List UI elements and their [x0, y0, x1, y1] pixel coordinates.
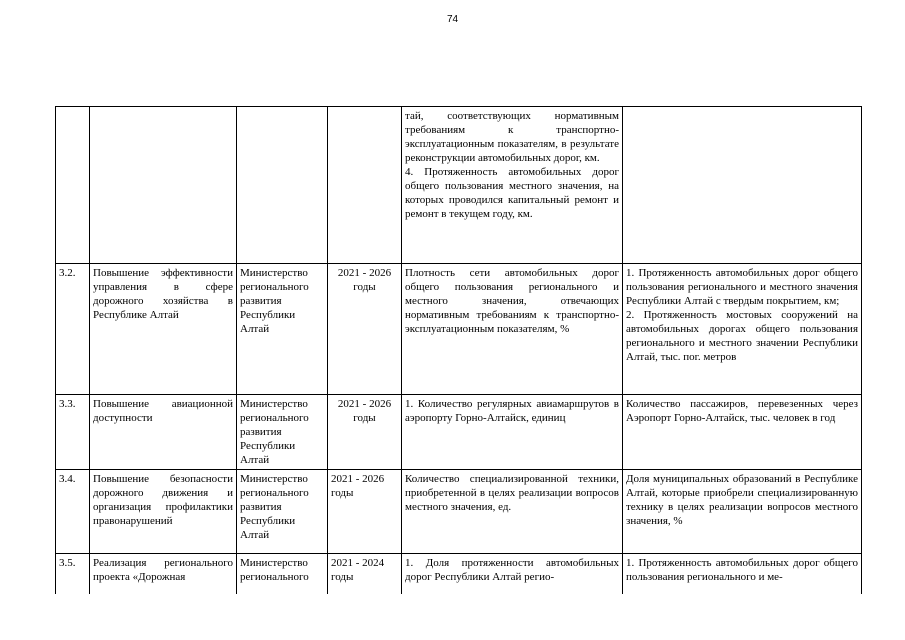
- table-row: [56, 470, 862, 554]
- indicator-text: 1. Количество регулярных авиамаршрутов в аэропорту Горно-Алтайск, единиц: [405, 398, 619, 424]
- row-number-cell: 3.2.: [56, 264, 90, 395]
- executor-cell: Министерство регионального развития Республики Алтай: [237, 264, 328, 395]
- indicator-text: 1. Протяженность автомобильных дорог общего пользования регионального и местного значения Республики Алтай с твердым покрытием, км;: [626, 267, 858, 307]
- executor-cell: [237, 107, 328, 264]
- result-indicator-cell: [623, 470, 862, 554]
- years-cell: 2021 - 2026 годы: [328, 470, 402, 554]
- program-table: [55, 106, 862, 594]
- years-cell: 2021 - 2026 годы: [328, 395, 402, 470]
- target-indicator-cell: [402, 554, 623, 594]
- activity-name-cell: Повышение безопасности дорожного движения и организация профилактики правонарушений: [90, 470, 237, 554]
- page-number: 74: [446, 14, 459, 25]
- executor-cell: Министерство регионального: [237, 554, 328, 594]
- executor-cell: Министерство регионального развития Республики Алтай: [237, 395, 328, 470]
- table-row: [56, 554, 862, 594]
- indicator-text: 1. Доля протяженности автомобильных дорог Республики Алтай регио-: [405, 557, 619, 583]
- table-row: [56, 264, 862, 395]
- target-indicator-cell: [402, 470, 623, 554]
- activity-name-cell: Повышение эффективности управления в сфере дорожного хозяйства в Республике Алтай: [90, 264, 237, 395]
- indicator-text: 2. Протяженность мостовых сооружений на автомобильных дорогах общего пользования регионального и местного значении Республики Алтай, тыс. пог. метров: [626, 309, 858, 363]
- indicator-text: Доля муниципальных образований в Республике Алтай, которые приобрели специализированную технику в целях реализации вопросов местного значения, %: [626, 473, 858, 527]
- table-row: [56, 107, 862, 264]
- table-row: [56, 395, 862, 470]
- target-indicator-cell: [402, 264, 623, 395]
- indicator-text: тай, соответствующих нормативным требованиям к транспортно-эксплуатационным показателям, в результате реконструкции автомобильных дорог, км.: [405, 110, 619, 164]
- activity-name-cell: [90, 107, 237, 264]
- indicator-text: 1. Протяженность автомобильных дорог общего пользования регионального и ме-: [626, 557, 858, 583]
- indicator-text: Количество пассажиров, перевезенных через Аэропорт Горно-Алтайск, тыс. человек в год: [626, 398, 858, 424]
- indicator-text: Количество специализированной техники, приобретенной в целях реализации вопросов местного значения, ед.: [405, 473, 619, 513]
- row-number-cell: [56, 107, 90, 264]
- result-indicator-cell: [623, 264, 862, 395]
- activity-name-cell: Повышение авиационной доступности: [90, 395, 237, 470]
- executor-cell: Министерство регионального развития Республики Алтай: [237, 470, 328, 554]
- years-cell: 2021 - 2024 годы: [328, 554, 402, 594]
- result-indicator-cell: [623, 395, 862, 470]
- row-number-cell: 3.3.: [56, 395, 90, 470]
- years-cell: [328, 107, 402, 264]
- target-indicator-cell: [402, 107, 623, 264]
- activity-name-cell: Реализация регионального проекта «Дорожная: [90, 554, 237, 594]
- result-indicator-cell: [623, 107, 862, 264]
- target-indicator-cell: [402, 395, 623, 470]
- years-cell: 2021 - 2026 годы: [328, 264, 402, 395]
- indicator-text: 4. Протяженность автомобильных дорог общего пользования местного значения, на которых проводился капитальный ремонт и ремонт в текущем году, км.: [405, 166, 619, 220]
- row-number-cell: 3.5.: [56, 554, 90, 594]
- indicator-text: Плотность сети автомобильных дорог общего пользования регионального и местного значения, отвечающих нормативным требованиям к транспортно-эксплуатационным показателям, %: [405, 267, 619, 335]
- row-number-cell: 3.4.: [56, 470, 90, 554]
- result-indicator-cell: [623, 554, 862, 594]
